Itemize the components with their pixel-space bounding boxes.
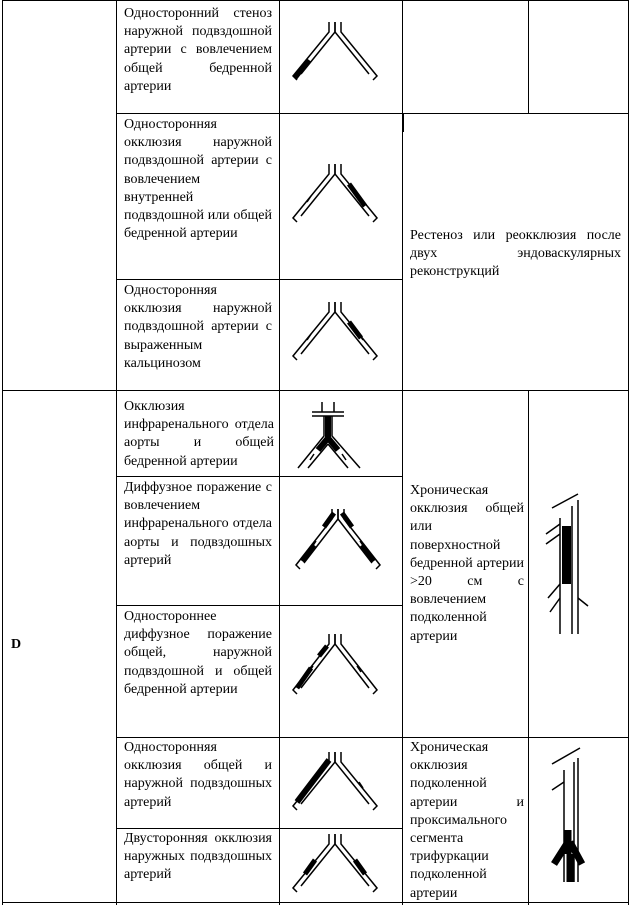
lesion-description: Одностороннее диффузное поражение общей, наружной подвздошной и общей бедренной артерии [124,609,272,697]
unilateral-diffuse-iliac-disease-diagram [285,630,385,705]
table-border [528,390,529,905]
table-border [2,0,3,905]
infrarenal-aorta-occlusion-diagram [290,398,380,473]
unilateral-eia-stenosis-cfa-diagram [285,18,385,88]
table-border [2,0,629,1]
table-border [116,828,403,829]
table-border [116,605,403,606]
table-border [116,279,403,280]
lesion-description: Односторонняя окклюзия общей и наружной подвздошных артерий [124,740,272,810]
femoropopliteal-description: Хроническая окклюзия подколенной артерии и проксимального сегмента трифуркации подколенной артерии [410,740,524,901]
lesion-description: Односторонняя окклюзия наружной подвздошной артерии с вовлечением внутренней подвздошной или общей бедренной артерии [124,117,272,242]
popliteal-trifurcation-occlusion-diagram [540,742,620,892]
class-label: D [11,637,22,652]
sfa-long-occlusion-diagram [540,488,620,638]
table-border [2,902,629,903]
lesion-description: Односторонняя окклюзия наружной подвздошной артерии с выраженным кальцинозом [124,283,272,371]
unilateral-eia-occlusion-iia-cfa-diagram [285,160,385,230]
table-border [116,0,117,905]
lesion-description: Двусторонняя окклюзия наружных подвздошных артерий [124,831,272,883]
lesion-description: Диффузное поражение с вовлечением инфраренального отдела аорты и подвздошных артерий [124,480,272,568]
table-border [628,0,629,905]
table-border [528,0,529,114]
table-border [402,0,403,905]
unilateral-eia-occlusion-calcified-diagram [285,298,385,368]
table-border [279,0,280,905]
table-border [403,114,404,132]
table-border [116,737,629,738]
table-border [116,476,403,477]
table-border [2,390,629,391]
lesion-description: Односторонний стеноз наружной подвздошной артерии с вовлечением общей бедренной артерии [124,6,272,94]
table-border [116,113,629,114]
unilateral-cia-eia-occlusion-diagram [285,748,385,818]
femoropopliteal-description: Рестеноз или реокклюзия после двух эндоваскулярных реконструкций [410,228,621,280]
bilateral-eia-occlusion-diagram [285,830,385,900]
diffuse-aorto-iliac-disease-diagram [288,505,388,580]
femoropopliteal-description: Хроническая окклюзия общей или поверхностной бедренной артерии >20 см с вовлечением подколенной артерии [410,483,524,644]
lesion-description: Окклюзия инфраренального отдела аорты и общей бедренной артерии [124,399,274,469]
